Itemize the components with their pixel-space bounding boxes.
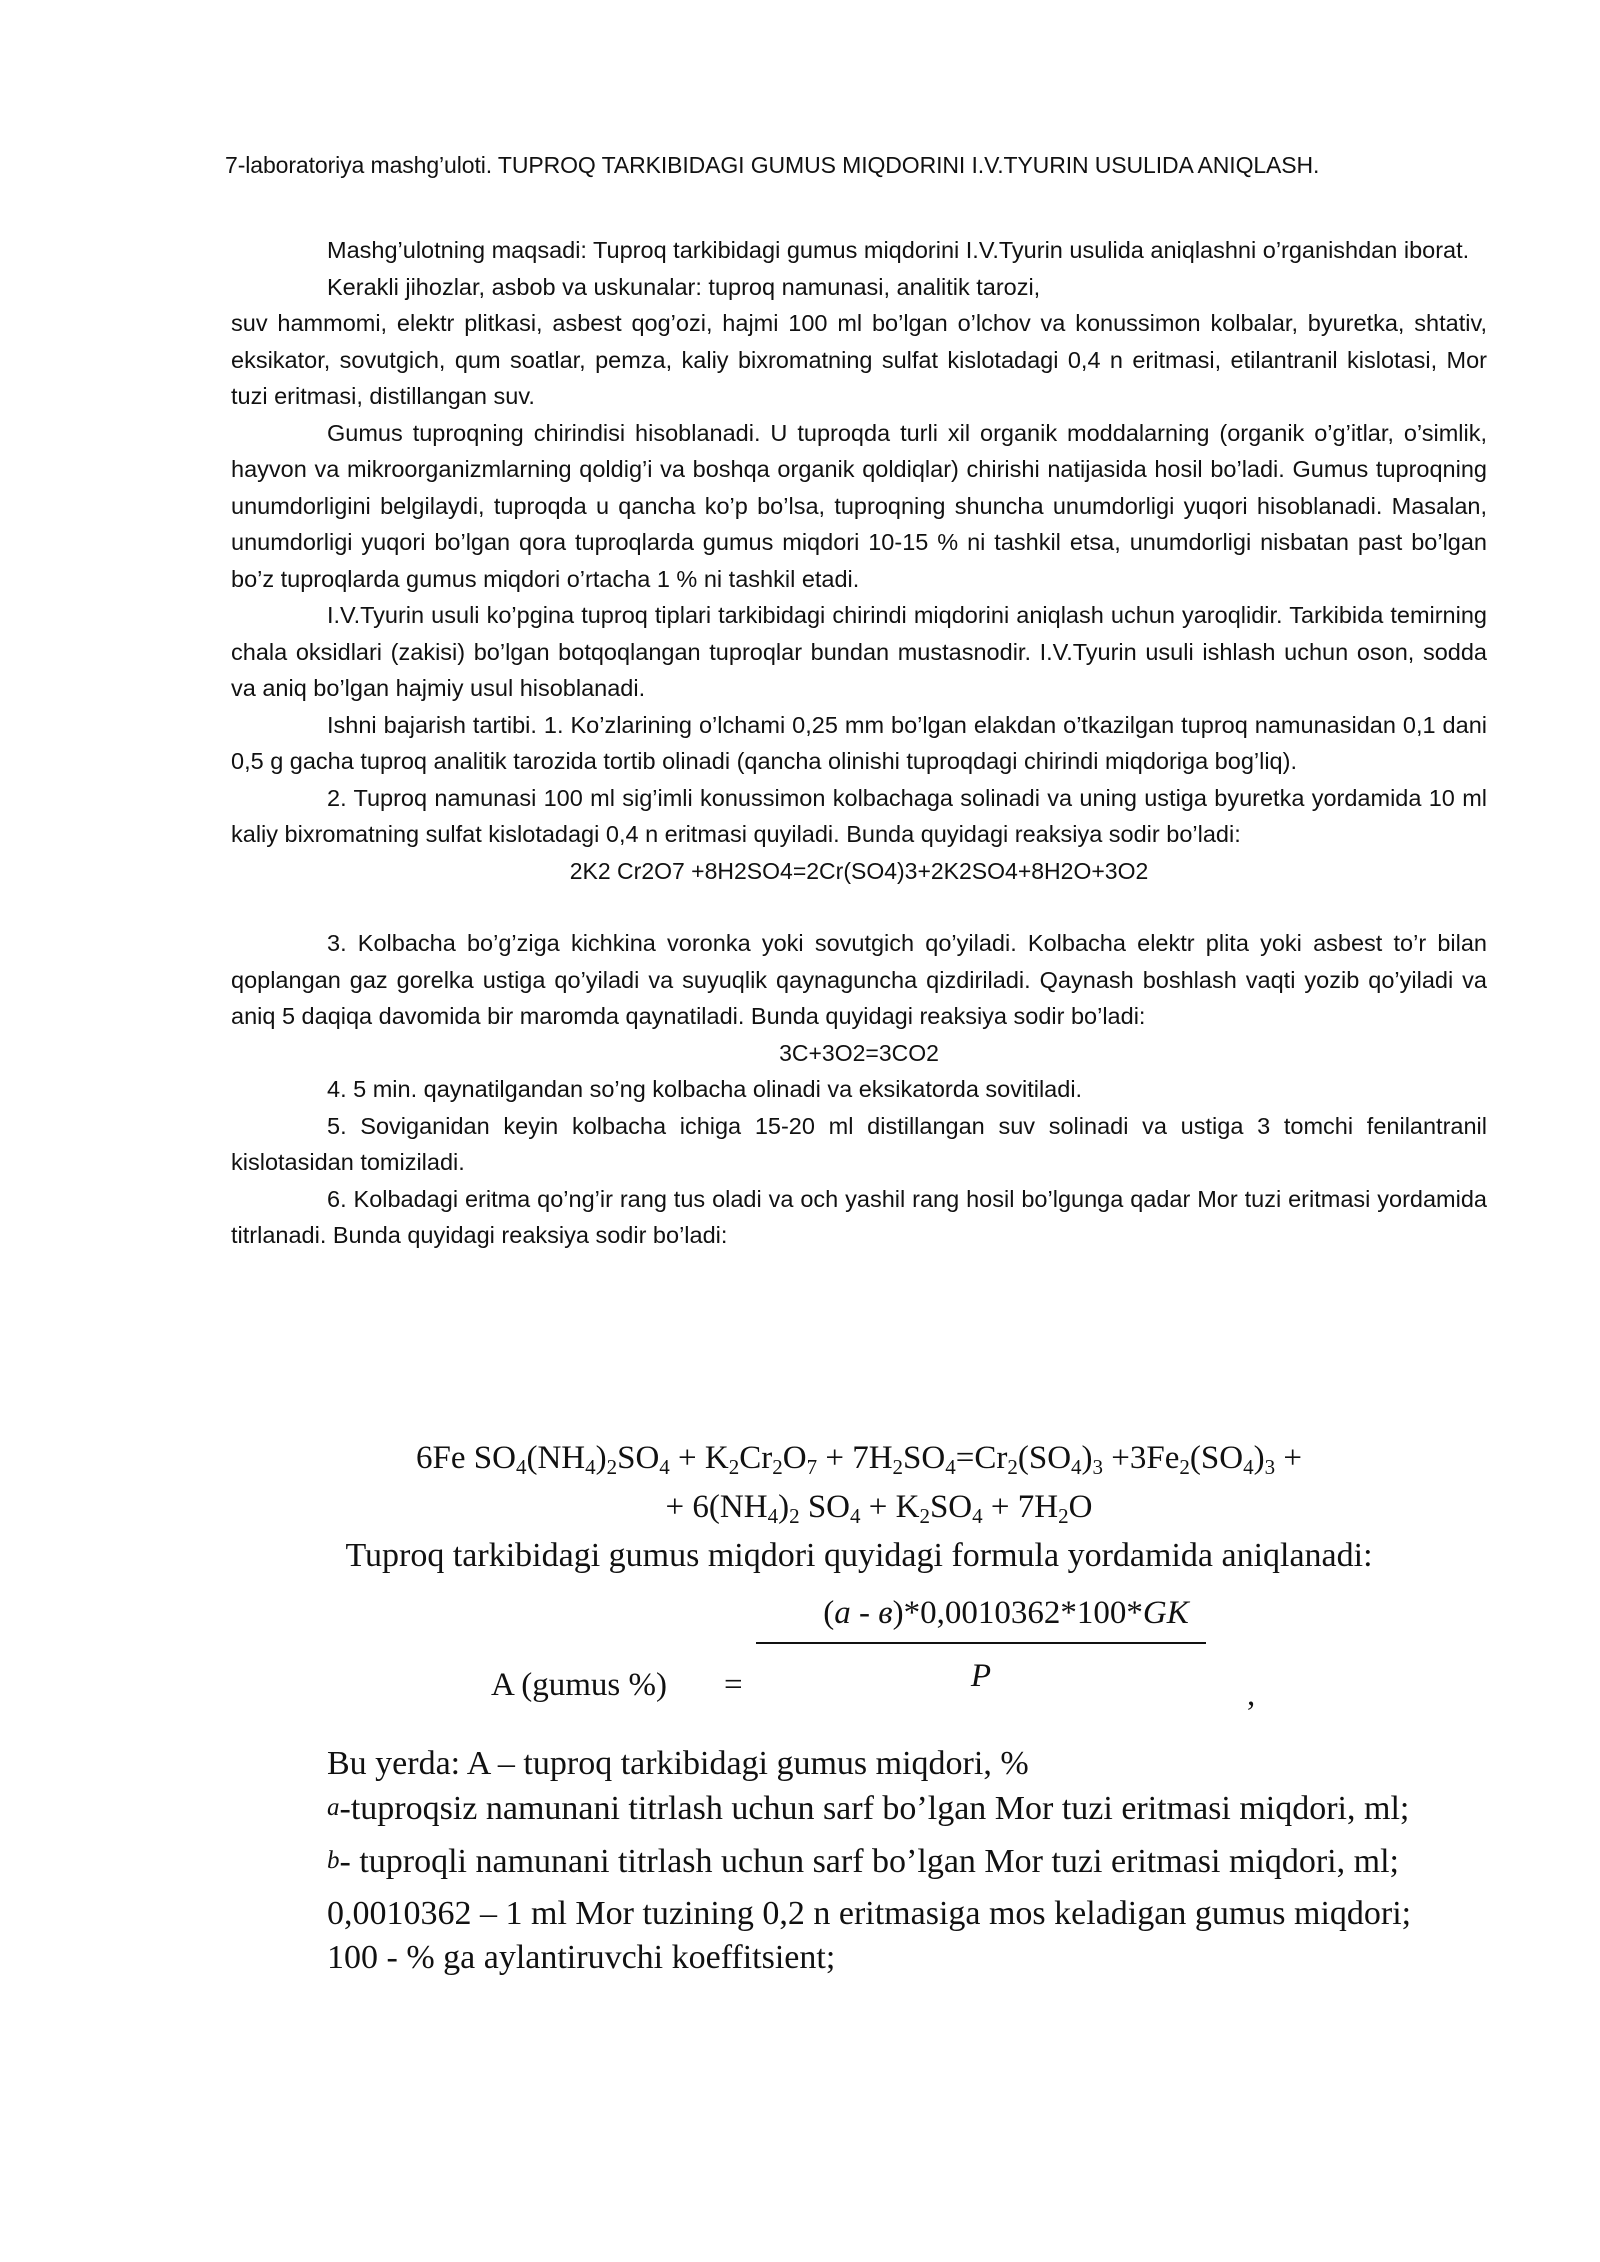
numerator-var-b: в: [878, 1595, 893, 1631]
eq3-line2-segment: + 7H: [982, 1489, 1059, 1525]
legend-text-a: -tuproqsiz namunani titrlash uchun sarf bo’lgan Mor tuzi eritmasi miqdori, ml;: [339, 1790, 1410, 1827]
eq3-line2-subscript: 4: [850, 1504, 861, 1528]
legend-var-a: a: [327, 1794, 340, 1821]
fraction-bar: [756, 1642, 1206, 1644]
paragraph-equipment-heading: Kerakli jihozlar, asbob va uskunalar: tuproq namunasi, analitik tarozi,: [327, 273, 1041, 300]
paragraph-tyurin-method: I.V.Tyurin usuli ko’pgina tuproq tiplari tarkibidagi chirindi miqdorini aniqlash uchun yaroqlidir. Tarkibida temirning chala oksidlari (zakisi) bo’lgan botqoqlangan tuproqlar bundan mustasnodir. I.V.Tyurin usuli ishlash uchun oson, sodda va aniq bo’lgan hajmiy usul hisoblanadi.: [231, 602, 1487, 701]
eq3-line1-subscript: 4: [515, 1455, 527, 1479]
eq3-line1-segment: + 7H: [817, 1440, 893, 1476]
eq3-line1-subscript: 4: [1243, 1455, 1254, 1479]
spacer: [231, 889, 1487, 925]
eq3-line1-segment: (SO: [1017, 1440, 1072, 1476]
eq3-line1-subscript: 2: [1179, 1455, 1190, 1479]
reaction-equation-3-line-1: [231, 1434, 1487, 1482]
paragraph-step-6: 6. Kolbadagi eritma qo’ng’ir rang tus oladi va och yashil rang hosil bo’lgunga qadar Mor tuzi eritmasi yordamida titrlanadi. Bunda quyidagi reaksiya sodir bo’ladi:: [231, 1185, 1487, 1248]
paragraph-step-2: 2. Tuproq namunasi 100 ml sig’imli konussimon kolbachaga solinadi va uning ustiga byuretka yordamida 10 ml kaliy bixromatning sulfat kislotadagi 0,4 n eritmasi quyiladi. Bunda quyidagi reaksiya sodir bo’ladi:: [231, 784, 1487, 847]
eq3-line1-subscript: 2: [892, 1455, 904, 1479]
eq3-line1-subscript: 7: [806, 1455, 818, 1479]
eq3-line2-segment: + 6(NH: [665, 1489, 768, 1525]
paragraph-step-5: 5. Soviganidan keyin kolbacha ichiga 15-20 ml distillangan suv solinadi va ustiga 3 tomchi fenilantranil kislotasidan tomiziladi.: [231, 1112, 1487, 1175]
paragraph-equipment-list: suv hammomi, elektr plitkasi, asbest qog’ozi, hajmi 100 ml bo’lgan o’lchov va konussimon kolbalar, byuretka, shtativ, eksikator, sovutgich, qum soatlar, pemza, kaliy bixromatning sulfat kislotadagi 0,4 n eritmasi, etilantranil kislotasi, Mor tuzi eritmasi, distillangan suv.: [231, 310, 1487, 409]
eq3-line2-subscript: 4: [767, 1504, 779, 1528]
numerator-open-paren: (: [823, 1595, 835, 1631]
formula-fraction: [756, 1595, 1256, 1695]
document-title: 7-laboratoriya mashg’uloti. TUPROQ TARKIBIDAGI GUMUS MIQDORINI I.V.TYURIN USULIDA ANIQLASH.: [225, 152, 1320, 178]
eq3-line1-segment: O: [782, 1440, 807, 1476]
paragraph-gumus-definition: Gumus tuproqning chirindisi hisoblanadi. U tuproqda turli xil organik moddalarning (organik o’g’itlar, o’simlik, hayvon va mikroorganizmlarning qoldig’i va boshqa organik qoldiqlar) chirishi natijasida hosil bo’ladi. Gumus tuproqning unumdorligini belgilaydi, tuproqda u qancha ko’p bo’lsa, tuproqning shuncha unumdorligi yuqori hisoblanadi. Masalan, unumdorligi yuqori bo’lgan qora tuproqlarda gumus miqdori 10-15 % ni tashkil etsa, unumdorligi nisbatan past bo’lgan bo’z tuproqlarda gumus miqdori o’rtacha 1 % ni tashkil etadi.: [231, 419, 1487, 592]
legend-section: [231, 1742, 1487, 1980]
numerator-var-gk: GK: [1142, 1595, 1189, 1631]
eq3-line1-segment: ): [1081, 1440, 1093, 1476]
eq3-line2-subscript: 2: [789, 1504, 800, 1528]
eq3-line1-segment: +: [1275, 1440, 1302, 1476]
reaction-equation-2: 3C+3O2=3CO2: [779, 1039, 939, 1066]
eq3-line1-segment: ): [595, 1440, 607, 1476]
numerator-minus: -: [850, 1595, 879, 1631]
eq3-line1-segment: SO: [903, 1440, 946, 1476]
eq3-line1-segment: 6Fe SO: [416, 1440, 516, 1476]
eq3-line1-segment: ): [1253, 1440, 1265, 1476]
legend-text-b: - tuproqli namunani titrlash uchun sarf bo’lgan Mor tuzi eritmasi miqdori, ml;: [339, 1843, 1399, 1880]
eq3-line1-segment: +3Fe: [1103, 1440, 1180, 1476]
paragraph-step-4: 4. 5 min. qaynatilgandan so’ng kolbacha olinadi va eksikatorda sovitiladi.: [327, 1076, 1083, 1102]
eq3-line1-segment: =Cr: [955, 1440, 1008, 1476]
eq3-line2-segment: + K: [860, 1489, 920, 1525]
legend-item-constant: 0,0010362 – 1 ml Mor tuzining 0,2 n eritmasiga mos keladigan gumus miqdori;: [327, 1895, 1412, 1932]
eq3-line1-subscript: 4: [945, 1455, 956, 1479]
legend-item-coefficient: 100 - % ga aylantiruvchi koeffitsient;: [327, 1939, 836, 1976]
eq3-line1-subscript: 2: [728, 1455, 740, 1479]
legend-item-b: [231, 1839, 1487, 1884]
eq3-line1-subscript: 4: [659, 1455, 670, 1479]
formula-denominator: P: [970, 1658, 992, 1694]
eq3-line1-segment: SO: [617, 1440, 660, 1476]
eq3-line1-segment: Cr: [739, 1440, 773, 1476]
formula-label: A (gumus %): [491, 1667, 667, 1703]
eq3-line2-segment: SO: [929, 1489, 973, 1525]
eq3-line2-subscript: 2: [1058, 1504, 1069, 1528]
eq3-line1-subscript: 4: [585, 1455, 596, 1479]
eq3-line2-subscript: 4: [972, 1504, 983, 1528]
legend-intro: Bu yerda: A – tuproq tarkibidagi gumus miqdori, %: [327, 1745, 1029, 1782]
intro-section: [231, 232, 1487, 1254]
eq3-line1-segment: + K: [669, 1440, 729, 1476]
formula-intro: Tuproq tarkibidagi gumus miqdori quyidagi formula yordamida aniqlanadi:: [345, 1537, 1373, 1574]
paragraph-purpose: Mashg’ulotning maqsadi: Tuproq tarkibidagi gumus miqdorini I.V.Tyurin usulida aniqlashni o’rganishdan iborat.: [327, 237, 1470, 263]
eq3-line1-segment: (SO: [1189, 1440, 1244, 1476]
eq3-line2-subscript: 2: [919, 1504, 930, 1528]
gumus-formula: [231, 1595, 1531, 1725]
eq3-line1-subscript: 3: [1264, 1455, 1276, 1479]
reaction-equation-3-line-2: [231, 1483, 1487, 1531]
formula-equals: =: [724, 1667, 743, 1703]
eq3-line1-segment: (NH: [526, 1440, 586, 1476]
eq3-line1-subscript: 4: [1071, 1455, 1082, 1479]
paragraph-step-3: 3. Kolbacha bo’g’ziga kichkina voronka yoki sovutgich qo’yiladi. Kolbacha elektr plita yoki asbest to’r bilan qoplangan gaz gorelka ustiga qo’yiladi va suyuqlik qaynaguncha qizdiriladi. Qaynash boshlash vaqti yozib qo’yiladi va aniq 5 daqiqa davomida bir maromda qaynatiladi. Bunda quyidagi reaksiya sodir bo’ladi:: [231, 930, 1487, 1029]
reaction-equation-1: 2K2 Cr2O7 +8H2SO4=2Cr(SO4)3+2K2SO4+8H2O+3O2: [569, 857, 1149, 884]
formula-comma: ,: [1247, 1677, 1256, 1713]
legend-var-b: b: [327, 1847, 340, 1874]
eq3-line2-segment: SO: [799, 1489, 850, 1525]
eq3-line1-subscript: 2: [606, 1455, 618, 1479]
eq3-line2-segment: O: [1068, 1489, 1093, 1525]
numerator-constants: )*0,0010362*100*: [892, 1595, 1143, 1631]
numerator-var-a: a: [834, 1595, 851, 1631]
formula-numerator: [756, 1595, 1256, 1632]
paragraph-step-1: Ishni bajarish tartibi. 1. Ko’zlarining o’lchami 0,25 mm bo’lgan elakdan o’tkazilgan tuproq namunasidan 0,1 dani 0,5 g gacha tuproq analitik tarozida tortib olinadi (qancha olinishi tuproqdagi chirindi miqdoriga bog’liq).: [231, 711, 1487, 774]
eq3-line1-subscript: 3: [1092, 1455, 1104, 1479]
eq3-line1-subscript: 2: [772, 1455, 783, 1479]
eq3-line1-subscript: 2: [1007, 1455, 1018, 1479]
eq3-line2-segment: ): [778, 1489, 790, 1525]
legend-item-a: [231, 1786, 1487, 1831]
